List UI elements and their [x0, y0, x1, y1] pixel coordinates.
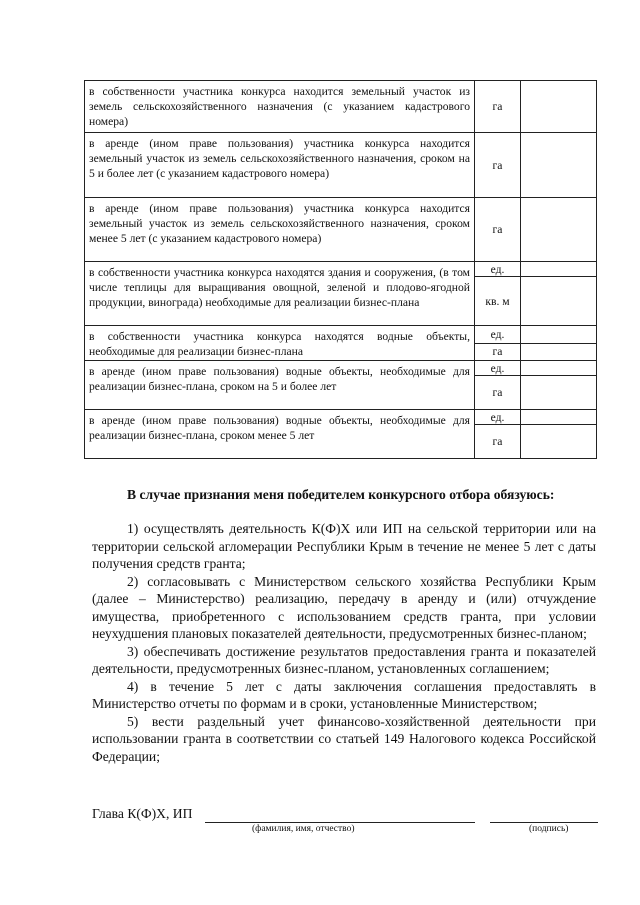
row-unit: га — [475, 425, 521, 459]
obligation-item: 3) обеспечивать достижение результатов предоставления гранта и показателей деятельности, предусмотренных бизнес-планом, установленных соглашением; — [92, 643, 596, 676]
row-unit: га — [475, 198, 521, 262]
signature-label: Глава К(Ф)Х, ИП — [92, 806, 193, 821]
row-description: в аренде (ином праве пользования) участника конкурса находится земельный участок из земель сельскохозяйственного назначения, сроком на 5 и более лет (с указанием кадастрового номера) — [85, 133, 475, 198]
obligation-item: 1) осуществлять деятельность К(Ф)Х или ИП на сельской территории или на территории сельской агломерации Республики Крым в течение не менее 5 лет с даты получения средств гранта; — [92, 521, 596, 571]
row-value-cell[interactable] — [521, 425, 597, 459]
obligation-item: 4) в течение 5 лет с даты заключения соглашения предоставлять в Министерство отчеты по формам и в сроки, установленные Министерством; — [92, 678, 596, 711]
row-value-cell[interactable] — [521, 361, 597, 376]
name-caption: (фамилия, имя, отчество) — [252, 824, 355, 834]
row-description: в собственности участника конкурса находится земельный участок из земель сельскохозяйственного назначения (с указанием кадастрового номера) — [85, 81, 475, 133]
obligations-list — [92, 520, 596, 765]
row-value-cell[interactable] — [521, 133, 597, 198]
table-row — [85, 262, 597, 277]
row-unit: кв. м — [475, 277, 521, 326]
row-value-cell[interactable] — [521, 262, 597, 277]
row-description: в аренде (ином праве пользования) участника конкурса находится земельный участок из земель сельскохозяйственного назначения, сроком менее 5 лет (с указанием кадастрового номера) — [85, 198, 475, 262]
table-row — [85, 133, 597, 198]
row-unit: га — [475, 376, 521, 410]
row-unit: ед. — [475, 410, 521, 425]
row-unit: ед. — [475, 262, 521, 277]
row-value-cell[interactable] — [521, 343, 597, 361]
signature-line[interactable] — [490, 822, 598, 823]
table-row — [85, 326, 597, 344]
row-value-cell[interactable] — [521, 376, 597, 410]
row-value-cell[interactable] — [521, 198, 597, 262]
name-line[interactable] — [205, 822, 475, 823]
row-description: в аренде (ином праве пользования) водные объекты, необходимые для реализации бизнес-плана, сроком на 5 и более лет — [85, 361, 475, 410]
row-description: в собственности участника конкурса находятся здания и сооружения, (в том числе теплицы для выращивания овощной, зеленой и плодово-ягодной продукции, винограда) необходимые для реализации бизнес-плана — [85, 262, 475, 326]
row-value-cell[interactable] — [521, 277, 597, 326]
row-unit: га — [475, 133, 521, 198]
row-unit: га — [475, 343, 521, 361]
signature-caption: (подпись) — [529, 824, 569, 834]
table-row — [85, 81, 597, 133]
row-unit: ед. — [475, 361, 521, 376]
row-value-cell[interactable] — [521, 81, 597, 133]
row-unit: га — [475, 81, 521, 133]
row-value-cell[interactable] — [521, 410, 597, 425]
table-row — [85, 198, 597, 262]
row-description: в аренде (ином праве пользования) водные объекты, необходимые для реализации бизнес-плана, сроком менее 5 лет — [85, 410, 475, 459]
row-value-cell[interactable] — [521, 326, 597, 344]
row-description: в собственности участника конкурса находятся водные объекты, необходимые для реализации бизнес-плана — [85, 326, 475, 361]
table-row — [85, 361, 597, 376]
assets-table — [84, 80, 597, 459]
table-row — [85, 410, 597, 425]
obligation-item: 2) согласовывать с Министерством сельского хозяйства Республики Крым (далее – Министерство) реализацию, передачу в аренду и (или) отчуждение имущества, приобретенного с использованием средств гранта, при условии неухудшения плановых показателей деятельности, предусмотренных бизнес-планом; — [92, 573, 596, 641]
obligation-item: 5) вести раздельный учет финансово-хозяйственной деятельности при использовании гранта в соответствии со статьей 149 Налогового кодекса Российской Федерации; — [92, 713, 596, 764]
obligations-heading: В случае признания меня победителем конкурсного отбора обязуюсь: — [127, 487, 555, 502]
row-unit: ед. — [475, 326, 521, 344]
